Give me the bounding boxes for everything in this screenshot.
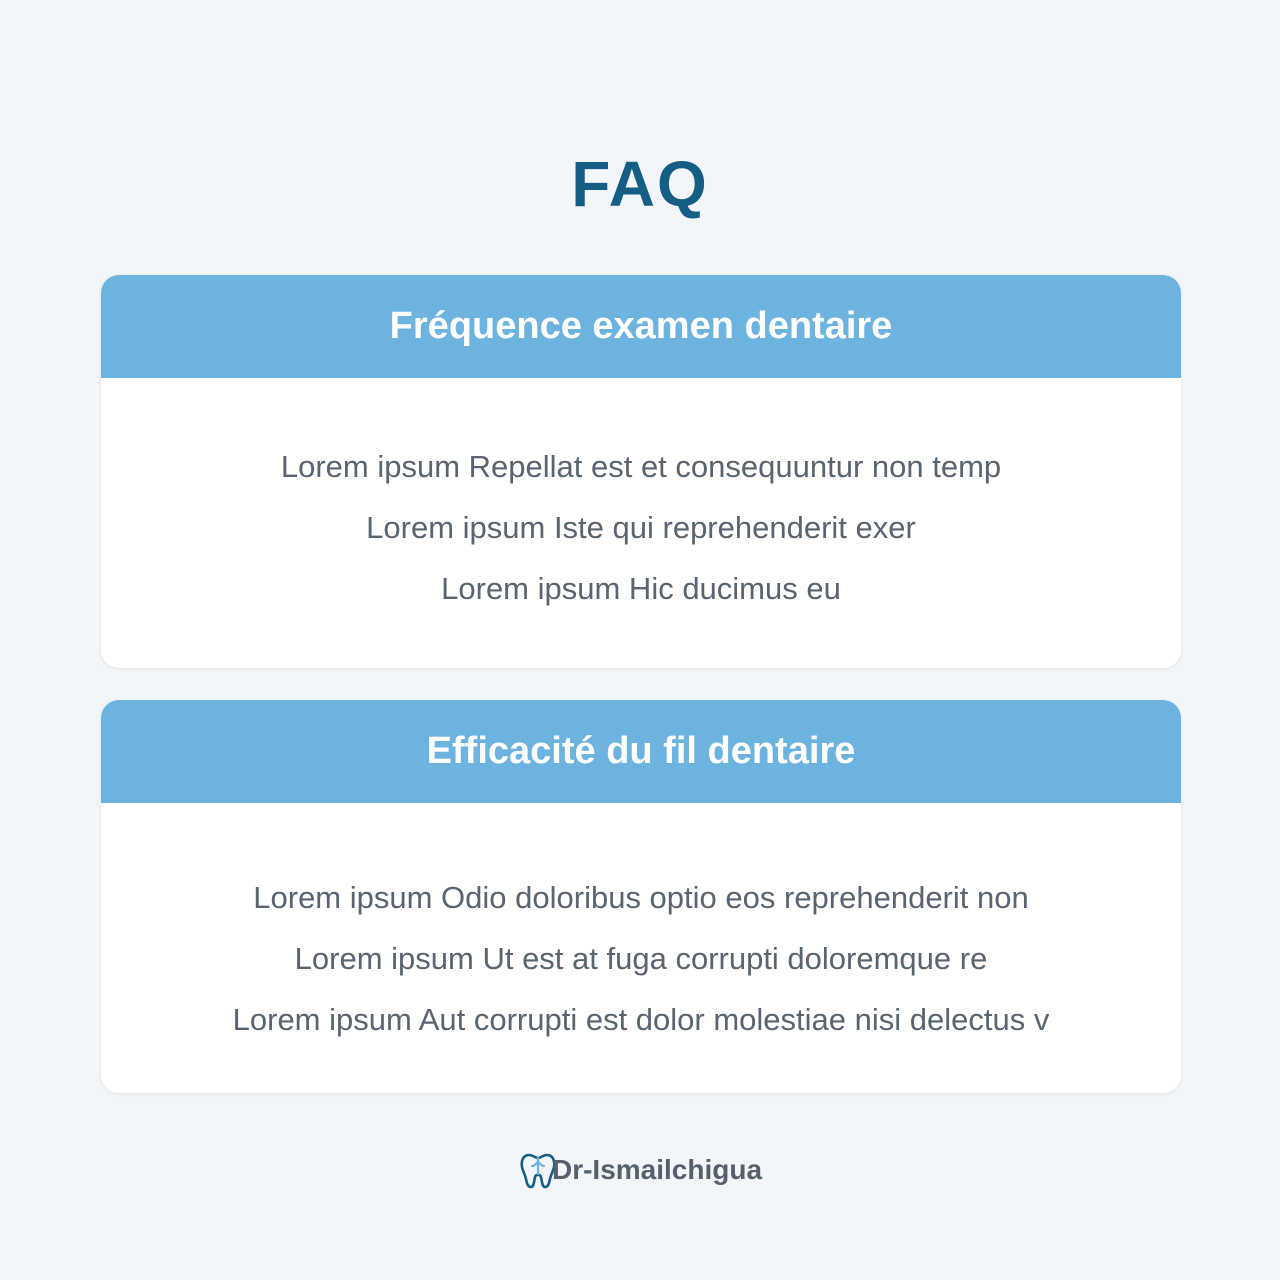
faq-question: Efficacité du fil dentaire (426, 730, 856, 772)
page-title: FAQ (571, 148, 709, 220)
faq-card-header (101, 275, 1181, 378)
faq-answer (101, 378, 1181, 619)
faq-card-header (101, 700, 1181, 803)
faq-answer-line: Lorem ipsum Iste qui reprehenderit exer (366, 510, 916, 545)
footer-brand (0, 1148, 1280, 1192)
faq-answer-line: Lorem ipsum Aut corrupti est dolor molestiae nisi delectus v (232, 1002, 1050, 1037)
faq-answer-line: Lorem ipsum Odio doloribus optio eos reprehenderit non (253, 880, 1029, 915)
footer-brand-name: Dr-Ismailchigua (551, 1154, 763, 1185)
faq-question: Fréquence examen dentaire (389, 305, 893, 347)
faq-answer-line: Lorem ipsum Repellat est et consequuntur non temp (280, 449, 1002, 484)
faq-answer-line: Lorem ipsum Ut est at fuga corrupti doloremque re (294, 941, 988, 976)
faq-answer-line: Lorem ipsum Hic ducimus eu (441, 571, 841, 606)
faq-answer (101, 803, 1181, 1050)
faq-card-exam-frequency (101, 275, 1181, 668)
faq-card-floss-efficacy (101, 700, 1181, 1093)
